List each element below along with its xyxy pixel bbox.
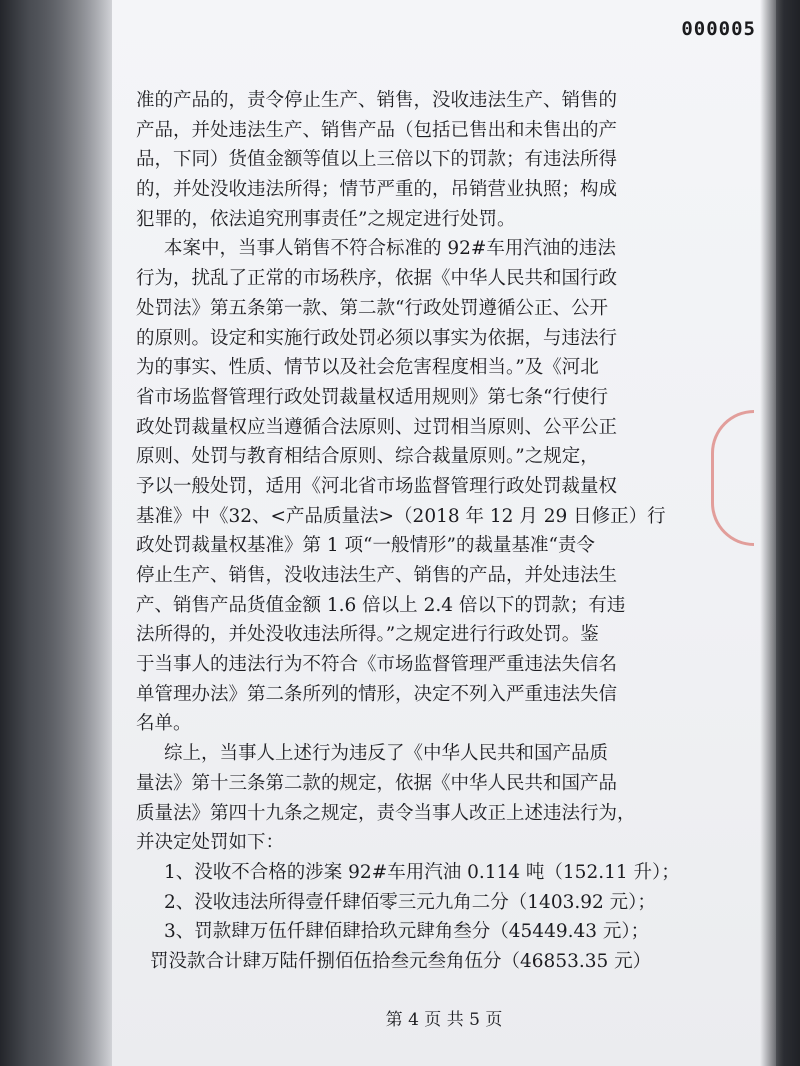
penalty-total: 罚没款合计肆万陆仟捌佰伍拾叁元叁角伍分（46853.35 元） [150, 950, 652, 972]
text-line: 予以一般处罚，适用《河北省市场监督管理行政处罚裁量权 [136, 475, 618, 497]
penalty-item-1: 1、没收不合格的涉案 92#车用汽油 0.114 吨（152.11 升）； [164, 861, 680, 883]
text-line: 于当事人的违法行为不符合《市场监督管理严重违法失信名 [136, 654, 618, 676]
document-body [136, 86, 680, 977]
text-line: 行为，扰乱了正常的市场秩序，依据《中华人民共和国行政 [136, 268, 618, 290]
text-line: 并决定处罚如下： [136, 832, 285, 854]
text-line: 为的事实、性质、情节以及社会危害程度相当。”及《河北 [136, 357, 599, 379]
text-line: 基准》中《32、<产品质量法>（2018 年 12 月 29 日修正）行 [136, 505, 666, 527]
text-line: 名单。 [136, 713, 192, 735]
text-line: 原则、处罚与教育相结合原则、综合裁量原则。”之规定， [136, 446, 599, 468]
paragraph-start-line: 本案中，当事人销售不符合标准的 92#车用汽油的违法 [164, 238, 616, 260]
text-line: 质量法》第四十九条之规定，责令当事人改正上述违法行为， [136, 802, 636, 824]
text-line: 品，下同）货值金额等值以上三倍以下的罚款；有违法所得 [136, 149, 618, 171]
paragraph-start-line: 综上，当事人上述行为违反了《中华人民共和国产品质 [164, 743, 609, 765]
right-shadow [760, 0, 800, 1066]
text-line: 的原则。设定和实施行政处罚必须以事实为依据，与违法行 [136, 327, 618, 349]
text-line: 政处罚裁量权应当遵循合法原则、过罚相当原则、公平公正 [136, 416, 618, 438]
text-line: 量法》第十三条第二款的规定，依据《中华人民共和国产品 [136, 772, 618, 794]
text-line: 处罚法》第五条第一款、第二款“行政处罚遵循公正、公开 [136, 297, 608, 319]
text-line: 法所得的，并处没收违法所得。”之规定进行行政处罚。鉴 [136, 624, 599, 646]
text-line: 政处罚裁量权基准》第 1 项“一般情形”的裁量基准“责令 [136, 535, 595, 557]
text-line: 准的产品的，责令停止生产、销售，没收违法生产、销售的 [136, 90, 618, 111]
text-line: 产、销售产品货值金额 1.6 倍以上 2.4 倍以下的罚款；有违 [136, 594, 626, 616]
red-seal-edge [711, 410, 754, 546]
text-line: 停止生产、销售，没收违法生产、销售的产品，并处违法生 [136, 565, 618, 586]
text-line: 的，并处没收违法所得；情节严重的，吊销营业执照；构成 [136, 179, 618, 201]
penalty-item-2: 2、没收违法所得壹仟肆佰零三元九角二分（1403.92 元）； [164, 891, 656, 913]
page-footer: 第 4 页 共 5 页 [385, 1010, 503, 1030]
left-shadow [0, 0, 120, 1066]
penalty-item-3: 3、罚款肆万伍仟肆佰肆拾玖元肆角叁分（45449.43 元）； [164, 921, 650, 943]
document-number: 000005 [681, 18, 756, 40]
text-line: 产品，并处违法生产、销售产品（包括已售出和未售出的产 [136, 119, 618, 141]
text-line: 省市场监督管理行政处罚裁量权适用规则》第七条“行使行 [136, 386, 608, 408]
text-line: 单管理办法》第二条所列的情形，决定不列入严重违法失信 [136, 683, 618, 705]
text-line: 犯罪的，依法追究刑事责任”之规定进行处罚。 [136, 208, 516, 230]
